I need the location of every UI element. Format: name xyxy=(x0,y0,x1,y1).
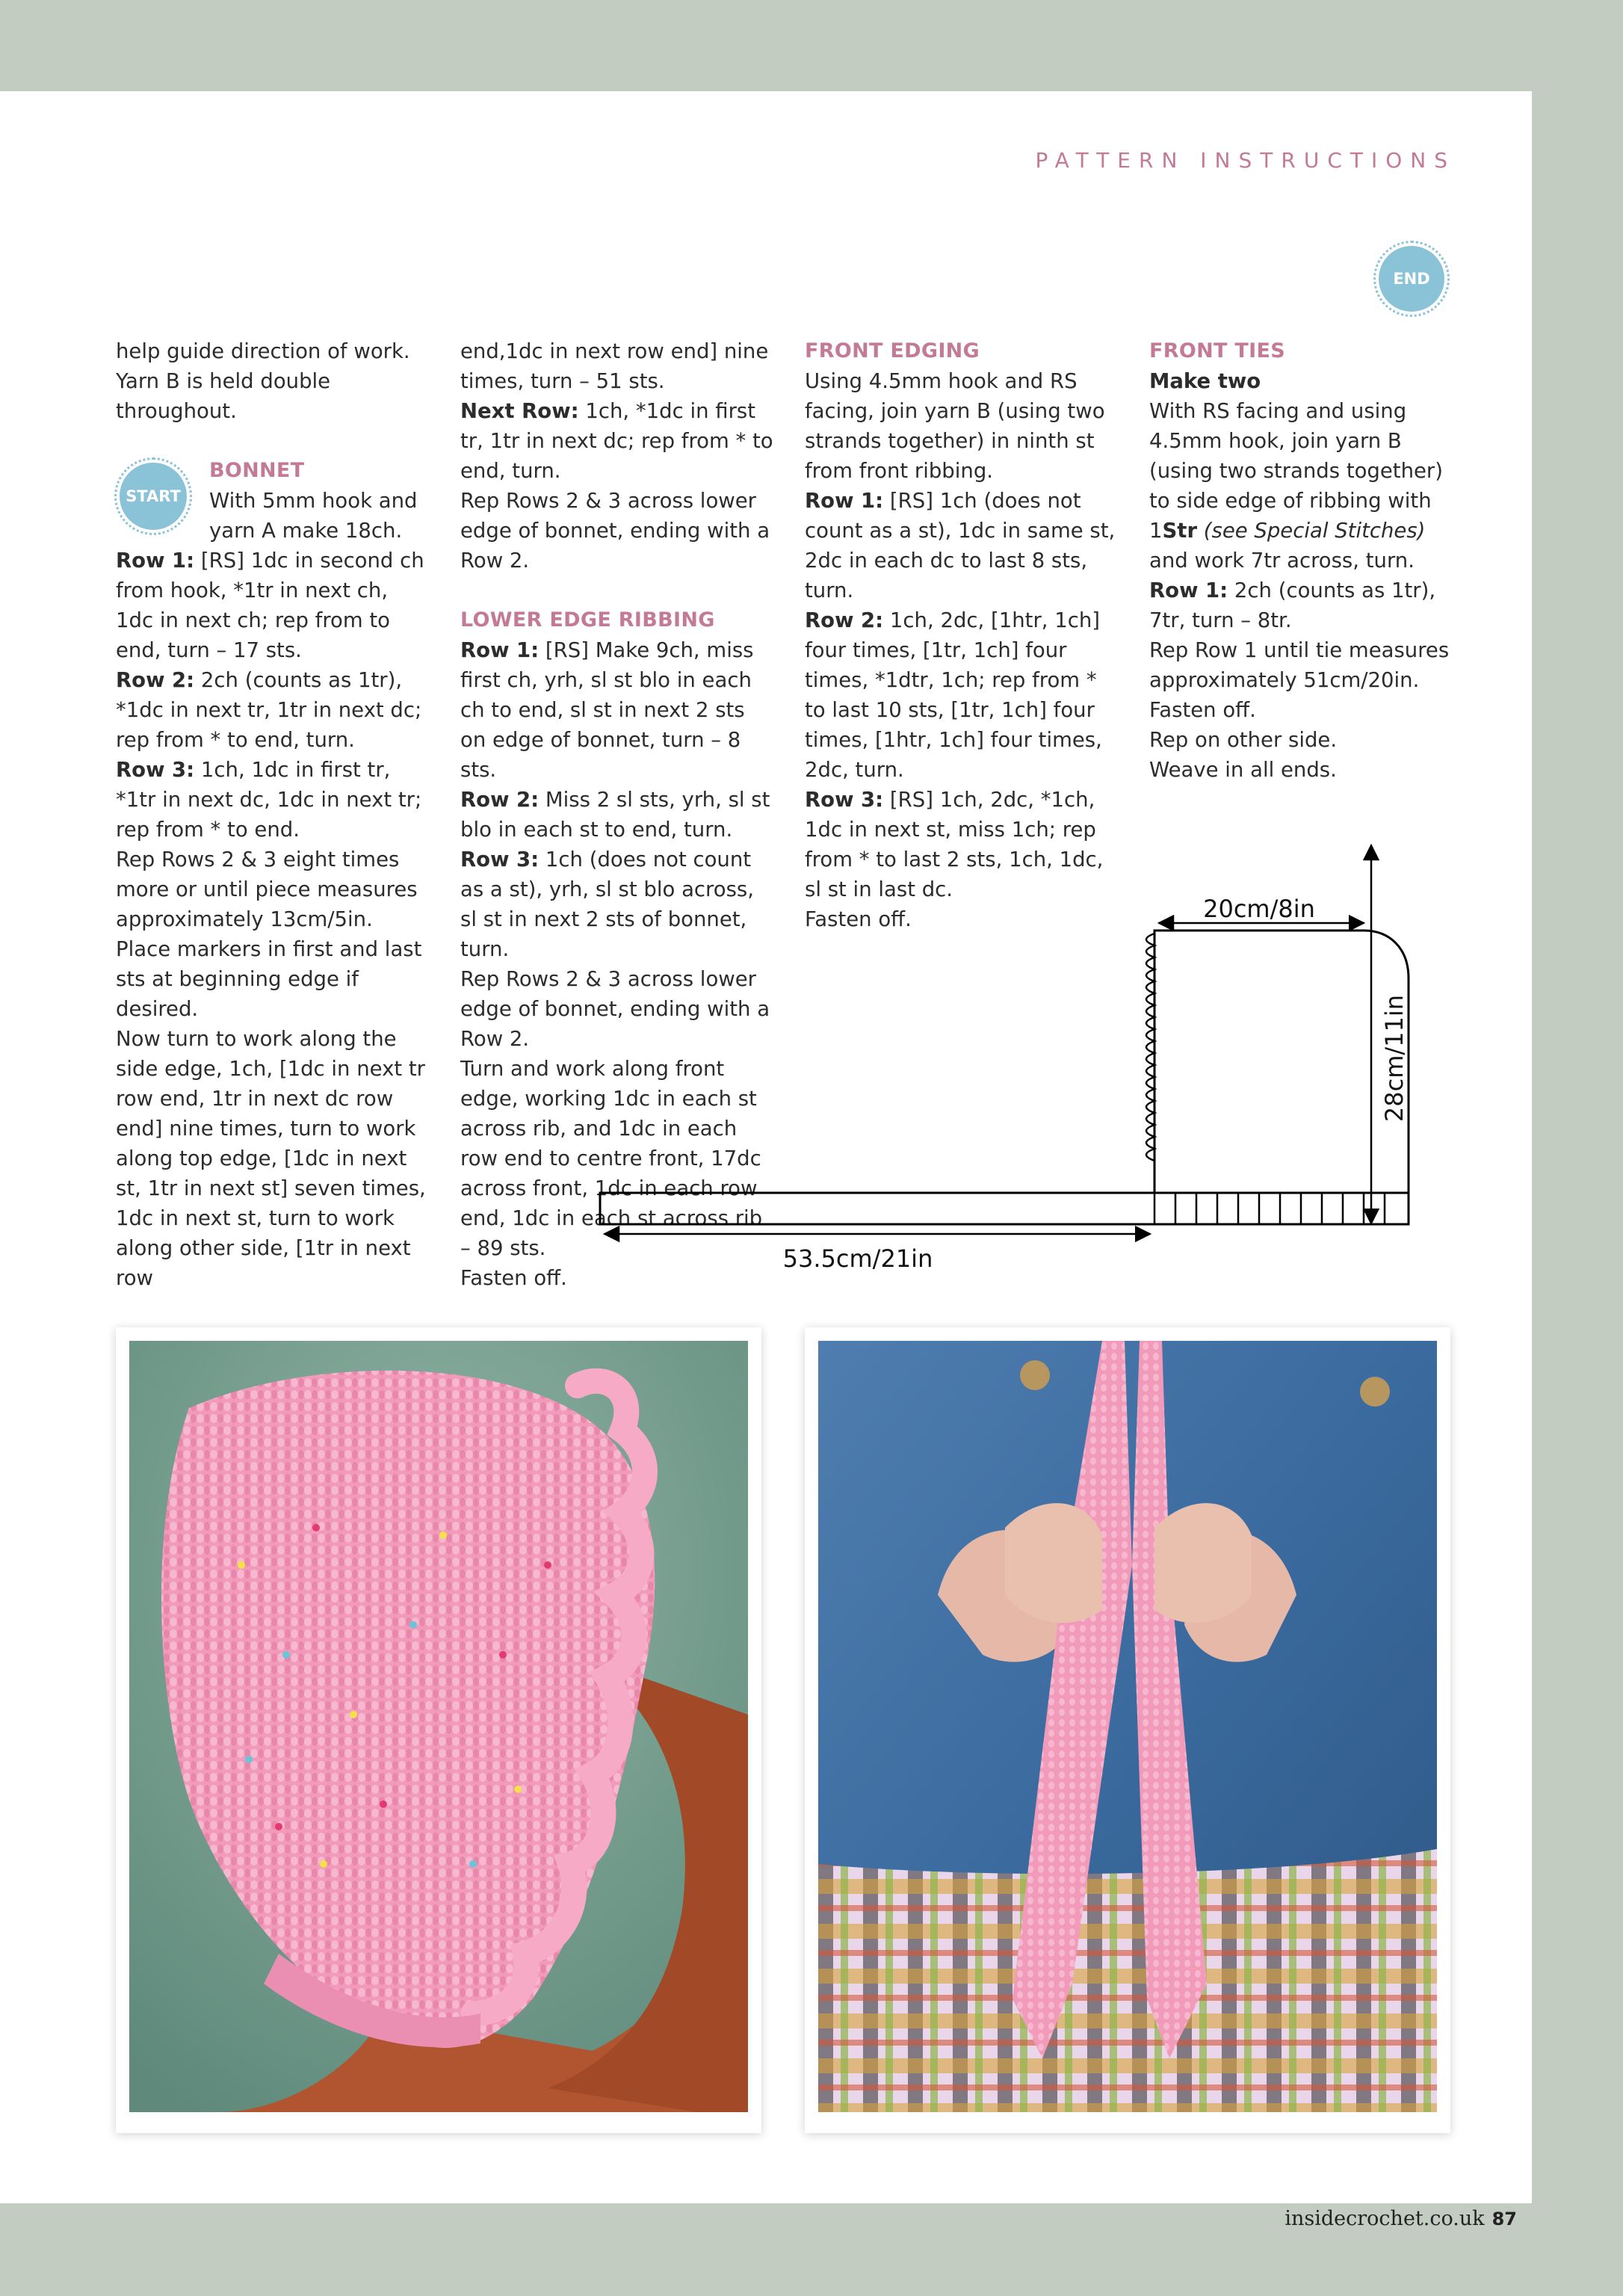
row-label: Row 3: xyxy=(805,788,884,812)
row-text: [RS] 1ch (does not count as a st), 1dc in same st, 2dc in each dc to last 8 sts, turn. xyxy=(805,489,1116,602)
row-text: 1ch, 1dc in first tr, *1tr in next dc, 1dc in next tr; rep from * to end. xyxy=(116,758,422,842)
edging-row-2 xyxy=(805,605,1119,785)
ties-fasten: Fasten off. xyxy=(1149,698,1256,722)
bonnet-turn: Now turn to work along the side edge, 1ch, [1dc in next tr row end, 1tr in next dc row end] nine times, turn to work along top edge, [1dc in next st, 1tr in next st] seven times, 1dc in next st, turn to work along other side, [1tr in next row xyxy=(116,1027,426,1290)
edging-row-1 xyxy=(805,486,1119,605)
edging-fasten: Fasten off. xyxy=(805,907,912,931)
row-text: 1ch (does not count as a st), yrh, sl st blo across, sl st in next 2 sts of bonnet, turn. xyxy=(460,848,754,961)
ruffle-edge xyxy=(1146,933,1154,1161)
bonnet-continued: end,1dc in next row end] nine times, turn – 51 sts. xyxy=(460,339,769,393)
row-text: 1ch, *1dc in first tr, 1tr in next dc; rep from * to end, turn. xyxy=(460,399,773,483)
row-text: 2ch (counts as 1tr), 7tr, turn – 8tr. xyxy=(1149,578,1436,632)
end-badge-label: END xyxy=(1393,270,1430,288)
photo-pink-bonnet xyxy=(129,1341,748,2112)
row-label: Row 1: xyxy=(1149,578,1228,602)
column-3 xyxy=(805,336,1119,934)
row-text: [RS] Make 9ch, miss first ch, yrh, sl st blo in each ch to end, sl st in next 2 sts on edge of bonnet, turn – 8 sts. xyxy=(460,638,754,782)
row-label: Row 1: xyxy=(460,638,540,662)
photo-frame-bonnet xyxy=(116,1327,761,2133)
bonnet-row-2 xyxy=(116,665,430,755)
photo-pink-ties xyxy=(818,1341,1437,2112)
bonnet-row-3 xyxy=(116,755,430,845)
row-text: [RS] 1ch, 2dc, *1ch, 1dc in next st, miss 1ch; rep from * to last 2 sts, 1ch, 1dc, sl st in last dc. xyxy=(805,788,1104,901)
ties-weave: Weave in all ends. xyxy=(1149,758,1337,782)
width-label: 20cm/8in xyxy=(1203,895,1315,923)
ties-row-1 xyxy=(1149,575,1456,635)
bonnet-intro: With 5mm hook and yarn A make 18ch. xyxy=(209,489,418,543)
photo-frame-ties xyxy=(805,1327,1450,2133)
ties-repeat: Rep Row 1 until tie measures approximately 51cm/20in. xyxy=(1149,638,1450,692)
section-title-front-ties: FRONT TIES xyxy=(1149,339,1285,362)
ties-rep-other: Rep on other side. xyxy=(1149,728,1338,752)
ribbing-repeat: Rep Rows 2 & 3 across lower edge of bonnet, ending with a Row 2. xyxy=(460,967,770,1051)
end-badge xyxy=(1376,244,1447,314)
section-title-ribbing: LOWER EDGE RIBBING xyxy=(460,608,715,632)
row-text: 1ch, 2dc, [1htr, 1ch] four times, [1tr, 1ch] four times, *1dtr, 1ch; rep from * to last 10 sts, [1tr, 1ch] four times, [1htr, 1ch] four times, 2dc, turn. xyxy=(805,608,1102,782)
row-label: Row 3: xyxy=(460,848,540,871)
bonnet-repeat: Rep Rows 2 & 3 eight times more or until piece measures approximately 13cm/5in. xyxy=(116,848,418,931)
row-label: Row 3: xyxy=(116,758,195,782)
ties-make-two: Make two xyxy=(1149,369,1261,393)
ties-intro-italic: (see Special Stitches) xyxy=(1197,519,1426,543)
ribbing-ticks xyxy=(1154,1193,1385,1224)
ribbing-fasten: Fasten off. xyxy=(460,1266,567,1290)
bonnet-next-row xyxy=(460,396,774,486)
ties-intro xyxy=(1149,396,1456,575)
page-footer xyxy=(1285,2207,1517,2230)
row-label: Row 2: xyxy=(116,668,195,692)
row-text: 2ch (counts as 1tr), *1dc in next tr, 1tr in next dc; rep from * to end, turn. xyxy=(116,668,422,752)
row-label: Row 1: xyxy=(805,489,884,513)
edging-intro: Using 4.5mm hook and RS facing, join yarn B (using two strands together) in ninth st from front ribbing. xyxy=(805,369,1105,483)
section-title-front-edging: FRONT EDGING xyxy=(805,339,980,362)
ties-intro-a: With RS facing and using 4.5mm hook, join yarn B (using two strands together) to side edge of ribbing with 1 xyxy=(1149,399,1443,543)
column-1 xyxy=(116,336,430,1293)
row-label: Row 1: xyxy=(116,549,195,573)
page-number: 87 xyxy=(1491,2209,1517,2229)
section-title-bonnet: BONNET xyxy=(209,459,305,482)
ties-intro-b: and work 7tr across, turn. xyxy=(1149,549,1415,573)
column-4 xyxy=(1149,270,1456,785)
rib-length-label: 53.5cm/21in xyxy=(782,1244,933,1273)
bonnet-repeat-last: Rep Rows 2 & 3 across lower edge of bonnet, ending with a Row 2. xyxy=(460,489,770,573)
row-label: Row 2: xyxy=(805,608,884,632)
page-header: PATTERN INSTRUCTIONS xyxy=(1035,148,1456,173)
intro-text: help guide direction of work. Yarn B is held double throughout. xyxy=(116,339,410,423)
row-text: [RS] 1dc in second ch from hook, *1tr in next ch, 1dc in next ch; rep from to end, turn – 17 sts. xyxy=(116,549,424,662)
row-label: Next Row: xyxy=(460,399,579,423)
bonnet-markers: Place markers in first and last sts at beginning edge if desired. xyxy=(116,937,422,1021)
start-badge-label: START xyxy=(126,487,181,505)
bonnet-row-1 xyxy=(116,546,430,665)
ties-intro-str: Str xyxy=(1162,519,1198,543)
ribbing-row-2 xyxy=(460,785,774,845)
height-label: 28cm/11in xyxy=(1380,994,1409,1123)
row-label: Row 2: xyxy=(460,788,540,812)
ribbing-turn: Turn and work along front edge, working 1dc in each st across rib, and 1dc in each row end to centre front, 17dc across front, 1dc in each row end, 1dc in each st across rib – 89 sts. xyxy=(460,1057,763,1260)
row-text: Miss 2 sl sts, yrh, sl st blo in each st to end, turn. xyxy=(460,788,770,842)
ribbing-band xyxy=(600,1193,1409,1224)
footer-site: insidecrochet.co.uk xyxy=(1285,2207,1485,2230)
page xyxy=(0,91,1532,2203)
ribbing-row-1 xyxy=(460,635,774,785)
start-badge xyxy=(117,460,189,532)
